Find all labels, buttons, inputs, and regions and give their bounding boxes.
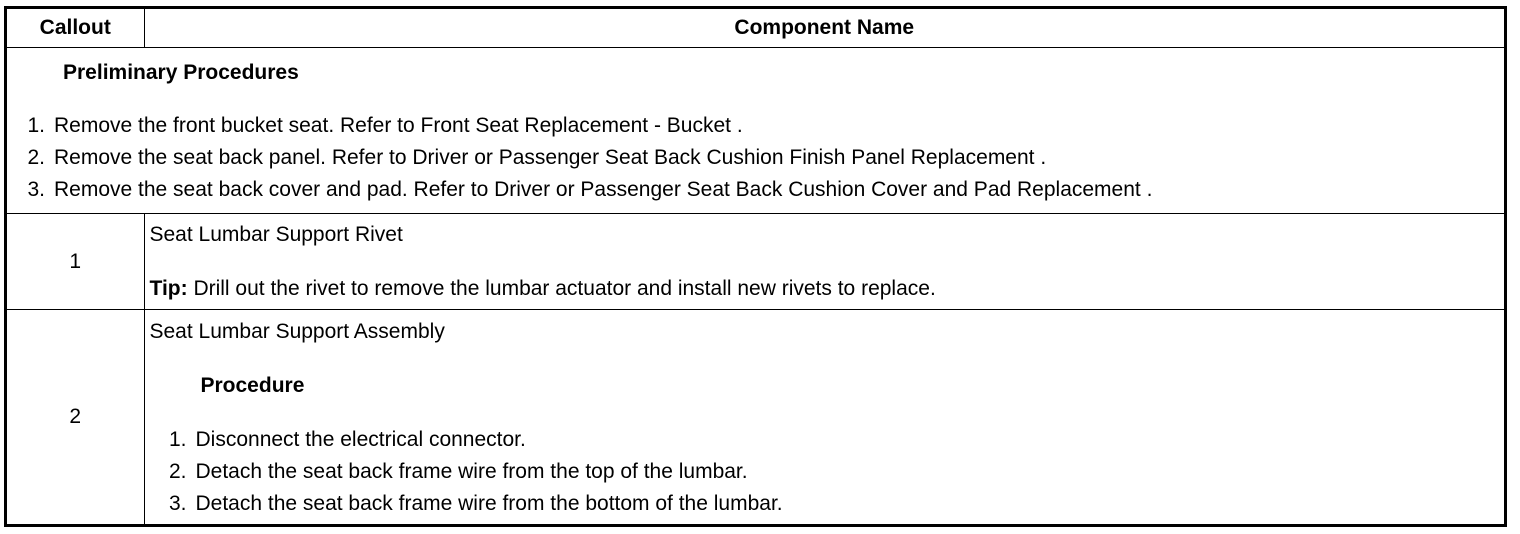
step-number: 2. (168, 460, 187, 483)
component-cell (144, 310, 1504, 525)
callout-number: 2 (7, 310, 144, 525)
step-number: 1. (27, 114, 45, 137)
step-number: 1. (168, 428, 187, 451)
component-name-header: Component Name (144, 9, 1504, 48)
procedure-table-frame (4, 6, 1507, 527)
tip-text: Drill out the rivet to remove the lumbar actuator and install new rivets to replace. (187, 277, 936, 300)
component-name: Seat Lumbar Support Assembly (149, 320, 445, 343)
procedure-steps-list (150, 424, 1505, 520)
procedure-table (7, 9, 1504, 524)
step-number: 2. (27, 146, 45, 169)
list-item (155, 488, 1505, 520)
step-text: Remove the front bucket seat. Refer to Front Seat Replacement - Bucket . (54, 114, 743, 137)
step-text: Detach the seat back frame wire from the top of the lumbar. (195, 460, 748, 483)
preliminary-procedures-row (7, 48, 1504, 214)
callout-number: 1 (7, 214, 144, 310)
preliminary-procedures-cell (7, 48, 1504, 214)
preliminary-procedures-heading: Preliminary Procedures (63, 61, 299, 84)
step-text: Remove the seat back cover and pad. Refer to Driver or Passenger Seat Back Cushion Cover and Pad Replacement . (54, 178, 1153, 201)
list-item (7, 174, 1504, 206)
list-item (155, 424, 1505, 456)
step-text: Disconnect the electrical connector. (195, 428, 526, 451)
header-row (7, 9, 1504, 48)
tip-label: Tip: (149, 277, 188, 300)
tip-note (150, 274, 1505, 304)
component-name: Seat Lumbar Support Rivet (149, 223, 403, 246)
table-row (7, 214, 1504, 310)
step-text: Detach the seat back frame wire from the bottom of the lumbar. (195, 492, 783, 515)
step-number: 3. (27, 178, 45, 201)
step-number: 3. (168, 492, 187, 515)
callout-header: Callout (7, 9, 144, 48)
preliminary-steps-list (7, 110, 1504, 206)
procedure-heading: Procedure (200, 374, 305, 397)
table-row (7, 310, 1504, 525)
list-item (155, 456, 1505, 488)
list-item (7, 142, 1504, 174)
component-cell (144, 214, 1504, 310)
step-text: Remove the seat back panel. Refer to Driver or Passenger Seat Back Cushion Finish Panel Replacement . (54, 146, 1047, 169)
list-item (7, 110, 1504, 142)
